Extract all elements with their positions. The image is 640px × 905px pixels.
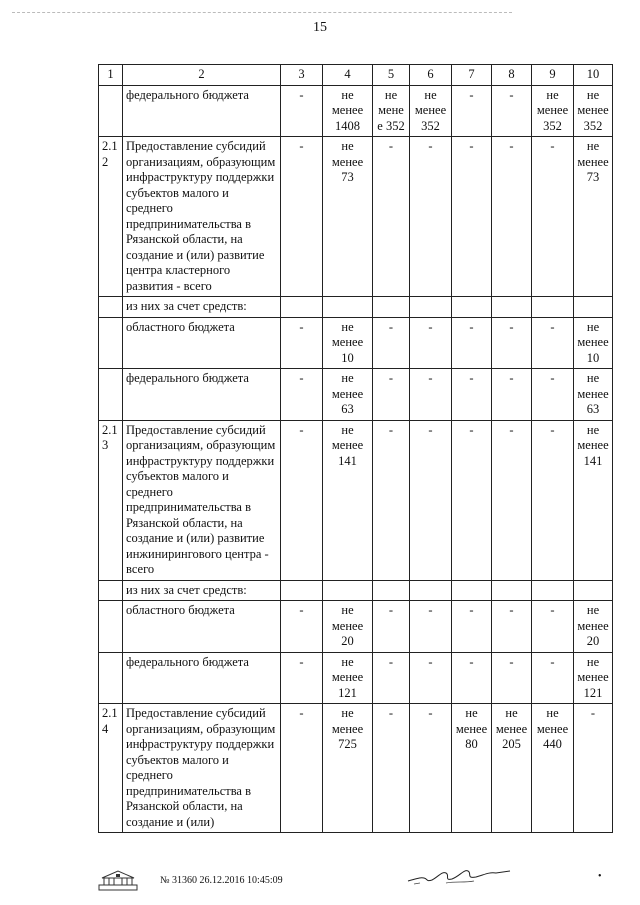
value-cell: -	[281, 137, 323, 297]
row-number: 2.13	[99, 420, 123, 580]
value-cell: -	[492, 317, 532, 369]
value-cell: -	[410, 652, 452, 704]
header-cell: 5	[373, 65, 410, 86]
empty-cell	[281, 580, 323, 601]
header-cell: 8	[492, 65, 532, 86]
header-cell: 6	[410, 65, 452, 86]
row-2-13	[99, 420, 613, 580]
value-cell: не менее 10	[574, 317, 613, 369]
value-cell: -	[410, 420, 452, 580]
value-cell: -	[452, 601, 492, 653]
value-cell: -	[373, 420, 410, 580]
value-cell: не менее 141	[323, 420, 373, 580]
value-cell: -	[532, 420, 574, 580]
page-mark: •	[598, 871, 602, 882]
value-cell: -	[452, 85, 492, 137]
row-regional-2-12	[99, 317, 613, 369]
value-cell: не менее 63	[323, 369, 373, 421]
value-cell: -	[532, 369, 574, 421]
empty-cell	[574, 297, 613, 318]
row-label: областного бюджета	[123, 601, 281, 653]
row-number	[99, 85, 123, 137]
empty-cell	[452, 580, 492, 601]
page-number: 15	[313, 20, 327, 35]
empty-cell	[492, 580, 532, 601]
value-cell: -	[281, 601, 323, 653]
value-cell: -	[574, 704, 613, 833]
value-cell: не менее 205	[492, 704, 532, 833]
value-cell: -	[281, 704, 323, 833]
empty-cell	[323, 580, 373, 601]
row-number	[99, 580, 123, 601]
value-cell: не менее 121	[323, 652, 373, 704]
value-cell: не менее 352	[410, 85, 452, 137]
value-cell: -	[281, 652, 323, 704]
value-cell: не менее 20	[574, 601, 613, 653]
row-label: из них за счет средств:	[123, 297, 281, 318]
row-number	[99, 652, 123, 704]
empty-cell	[373, 297, 410, 318]
value-cell: не менее 10	[323, 317, 373, 369]
value-cell: не менее 352	[373, 85, 410, 137]
value-cell: -	[373, 317, 410, 369]
budget-table	[98, 64, 613, 833]
header-cell: 7	[452, 65, 492, 86]
row-number: 2.12	[99, 137, 123, 297]
row-number	[99, 601, 123, 653]
empty-cell	[532, 580, 574, 601]
signature-icon	[406, 859, 516, 889]
row-subhead-2-12	[99, 297, 613, 318]
row-label: федерального бюджета	[123, 85, 281, 137]
value-cell: -	[410, 369, 452, 421]
value-cell: не менее 1408	[323, 85, 373, 137]
value-cell: -	[492, 601, 532, 653]
value-cell: -	[410, 704, 452, 833]
row-label: Предоставление субсидий организациям, образующим инфраструктуру поддержки субъектов малого и среднего предпринимательства в Рязанской области, на создание и (или)	[123, 704, 281, 833]
value-cell: -	[532, 652, 574, 704]
value-cell: -	[532, 317, 574, 369]
row-label: Предоставление субсидий организациям, образующим инфраструктуру поддержки субъектов малого и среднего предпринимательства в Рязанской области, на создание и (или) развитие инжинирингового центра - всего	[123, 420, 281, 580]
value-cell: не менее 20	[323, 601, 373, 653]
header-row	[99, 65, 613, 86]
header-cell: 2	[123, 65, 281, 86]
value-cell: -	[452, 652, 492, 704]
empty-cell	[532, 297, 574, 318]
header-cell: 10	[574, 65, 613, 86]
value-cell: -	[373, 137, 410, 297]
row-number	[99, 369, 123, 421]
value-cell: не менее 352	[574, 85, 613, 137]
empty-cell	[574, 580, 613, 601]
value-cell: -	[452, 137, 492, 297]
row-subhead-2-13	[99, 580, 613, 601]
value-cell: -	[373, 704, 410, 833]
header-cell: 3	[281, 65, 323, 86]
value-cell: -	[281, 369, 323, 421]
value-cell: -	[281, 420, 323, 580]
registration-stamp: № 31360 26.12.2016 10:45:09	[160, 875, 283, 886]
row-number	[99, 297, 123, 318]
row-number: 2.14	[99, 704, 123, 833]
row-regional-2-13	[99, 601, 613, 653]
empty-cell	[452, 297, 492, 318]
value-cell: не менее 73	[323, 137, 373, 297]
row-label: федерального бюджета	[123, 652, 281, 704]
building-seal-icon	[98, 869, 138, 891]
row-federal-2-12	[99, 369, 613, 421]
empty-cell	[410, 297, 452, 318]
value-cell: не менее 141	[574, 420, 613, 580]
empty-cell	[373, 580, 410, 601]
value-cell: не менее 73	[574, 137, 613, 297]
value-cell: -	[452, 317, 492, 369]
row-2-12	[99, 137, 613, 297]
footer	[98, 869, 610, 893]
empty-cell	[323, 297, 373, 318]
value-cell: -	[452, 369, 492, 421]
value-cell: -	[410, 601, 452, 653]
value-cell: -	[373, 601, 410, 653]
value-cell: -	[532, 137, 574, 297]
value-cell: -	[492, 85, 532, 137]
value-cell: -	[492, 369, 532, 421]
row-2-14	[99, 704, 613, 833]
value-cell: -	[373, 652, 410, 704]
header-cell: 9	[532, 65, 574, 86]
value-cell: не менее 121	[574, 652, 613, 704]
value-cell: не менее 725	[323, 704, 373, 833]
value-cell: не менее 440	[532, 704, 574, 833]
value-cell: не менее 80	[452, 704, 492, 833]
row-label: федерального бюджета	[123, 369, 281, 421]
row-federal-2-13	[99, 652, 613, 704]
row-label: из них за счет средств:	[123, 580, 281, 601]
value-cell: -	[452, 420, 492, 580]
value-cell: не менее 63	[574, 369, 613, 421]
value-cell: -	[532, 601, 574, 653]
header-cell: 4	[323, 65, 373, 86]
value-cell: -	[281, 85, 323, 137]
row-number	[99, 317, 123, 369]
header-cell: 1	[99, 65, 123, 86]
value-cell: -	[373, 369, 410, 421]
top-rule	[12, 12, 512, 13]
value-cell: -	[492, 652, 532, 704]
value-cell: -	[410, 317, 452, 369]
value-cell: -	[410, 137, 452, 297]
value-cell: -	[492, 137, 532, 297]
row-label: Предоставление субсидий организациям, образующим инфраструктуру поддержки субъектов малого и среднего предпринимательства в Рязанской области, на создание и (или) развитие центра кластерного развития - всего	[123, 137, 281, 297]
row-federal-211	[99, 85, 613, 137]
empty-cell	[281, 297, 323, 318]
value-cell: -	[492, 420, 532, 580]
empty-cell	[492, 297, 532, 318]
value-cell: не менее 352	[532, 85, 574, 137]
row-label: областного бюджета	[123, 317, 281, 369]
value-cell: -	[281, 317, 323, 369]
empty-cell	[410, 580, 452, 601]
